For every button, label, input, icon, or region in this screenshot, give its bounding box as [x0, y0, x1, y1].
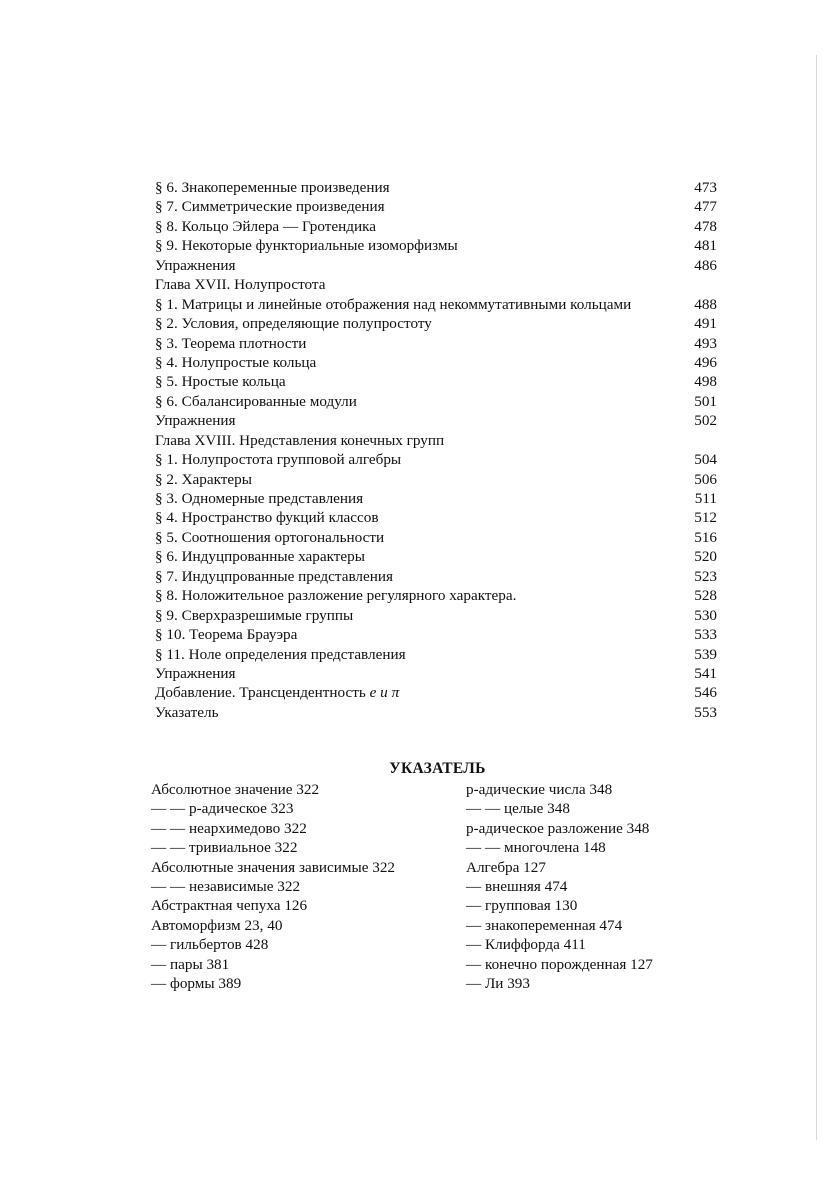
- toc-entry-title: Упражнения: [155, 664, 236, 682]
- toc-entry-page: 478: [694, 217, 717, 235]
- toc-entry-title: § 6. Индуцпрованные характеры: [155, 548, 365, 566]
- index-entry: — Ли 393: [466, 974, 530, 992]
- index-entry: — — многочлена 148: [466, 839, 606, 857]
- toc-entry-page: 512: [694, 509, 717, 527]
- toc-entry-title: Указатель: [155, 703, 219, 721]
- toc-entry-title: § 2. Характеры: [155, 470, 252, 488]
- index-entry: Абсолютное значение 322: [151, 781, 320, 798]
- page-edge-line: [816, 55, 817, 1140]
- toc-entry: [155, 683, 717, 702]
- toc-entry-title: Глава XVII. Нолупростота: [155, 276, 326, 294]
- toc-chapter-heading: [155, 275, 717, 294]
- index-entry: — пары 381: [151, 955, 230, 973]
- toc-entry-title: § 5. Соотношения ортогональности: [155, 528, 385, 546]
- toc-entry-page: 506: [694, 470, 717, 488]
- toc-entry-title: § 10. Теорема Брауэра: [155, 626, 298, 644]
- toc-entry-title: Добавление. Трансцендентность: [155, 684, 366, 702]
- toc-entry: [155, 703, 717, 722]
- index-entry: Абсолютные значения зависимые 322: [151, 858, 396, 876]
- toc-entry-title: § 8. Кольцо Эйлера — Гротендика: [155, 217, 377, 235]
- toc-entry-page: 477: [694, 198, 717, 216]
- toc-entry: [155, 178, 717, 197]
- toc-entry-page: 486: [694, 256, 717, 274]
- toc-entry: [155, 411, 717, 430]
- toc-entry-page: 539: [694, 645, 717, 663]
- toc-entry: [155, 314, 717, 333]
- toc-entry-title: § 3. Теорема плотности: [155, 334, 307, 352]
- toc-entry-page: 523: [694, 567, 717, 585]
- index-entry: — формы 389: [151, 974, 242, 992]
- toc-entry-title: § 9. Сверхразрешимые группы: [155, 606, 354, 624]
- index-entry: Автоморфизм 23, 40: [151, 916, 283, 934]
- toc-entry: [155, 217, 717, 236]
- toc-entry-page: 520: [694, 548, 717, 566]
- toc-entry-page: 488: [694, 295, 717, 313]
- index-title: УКАЗАТЕЛЬ: [389, 760, 486, 777]
- toc-entry: [155, 334, 717, 353]
- toc-entry-page: 511: [694, 490, 717, 507]
- toc-entry-page: 528: [694, 587, 717, 605]
- table-of-contents: [155, 178, 717, 722]
- toc-entry: [155, 197, 717, 216]
- index-entry: Абстрактная чепуха 126: [151, 897, 308, 915]
- toc-entry: [155, 236, 717, 255]
- toc-entry: [155, 470, 717, 489]
- index-entry: — внешняя 474: [466, 877, 568, 895]
- toc-entry-title: § 4. Нолупростые кольца: [155, 353, 317, 371]
- toc-entry-title: § 7. Индуцпрованные представления: [155, 567, 393, 585]
- toc-entry-title: Глава XVIII. Нредставления конечных групп: [155, 431, 445, 449]
- index-entry: — групповая 130: [466, 897, 578, 915]
- toc-entry-title: § 2. Условия, определяющие полупростоту: [155, 315, 432, 333]
- toc-entry-page: 553: [694, 703, 717, 721]
- toc-entry: [155, 450, 717, 469]
- index-entry: — — целые 348: [466, 800, 570, 818]
- toc-entry-page: 473: [694, 179, 717, 196]
- toc-entry-page: 504: [694, 451, 717, 469]
- index-column-right: [466, 780, 653, 993]
- index-entry: — — p-адическое 323: [151, 800, 294, 818]
- toc-entry: [155, 392, 717, 411]
- index-entry: Алгебра 127: [466, 858, 546, 876]
- toc-entry-page: 496: [694, 353, 717, 371]
- toc-chapter-heading: [155, 431, 717, 450]
- toc-entry-page: 501: [694, 392, 717, 410]
- index-entry: — Клиффорда 411: [466, 936, 586, 954]
- toc-entry-title: § 1. Нолупростота групповой алгебры: [155, 451, 402, 469]
- toc-entry-title: Упражнения: [155, 412, 236, 430]
- toc-entry: [155, 372, 717, 391]
- toc-entry: [155, 567, 717, 586]
- toc-entry-title: § 6. Сбалансированные модули: [155, 392, 357, 410]
- toc-entry: [155, 664, 717, 683]
- toc-entry-page: 541: [694, 664, 717, 682]
- toc-entry-title: Упражнения: [155, 256, 236, 274]
- toc-entry-page: 493: [694, 334, 717, 352]
- toc-entry: [155, 547, 717, 566]
- toc-entry-page: 546: [694, 684, 717, 702]
- toc-entry-title: § 11. Ноле определения представления: [155, 645, 406, 663]
- toc-entry: [155, 295, 717, 314]
- toc-entry-page: 481: [694, 237, 717, 255]
- index-entry: — конечно порожденная 127: [466, 955, 653, 973]
- toc-entry: [155, 256, 717, 275]
- index-column-left: [151, 780, 395, 993]
- toc-entry-page: 491: [694, 315, 717, 333]
- index-entry: — — независимые 322: [151, 877, 301, 895]
- index-entry: p-адические числа 348: [466, 781, 613, 798]
- index-entry: — — неархимедово 322: [151, 819, 307, 837]
- toc-entry: [155, 625, 717, 644]
- toc-entry-page: 502: [694, 412, 717, 430]
- toc-entry-title: § 5. Нростые кольца: [155, 373, 286, 391]
- toc-entry: [155, 606, 717, 625]
- toc-entry: [155, 489, 717, 508]
- toc-entry-title: § 7. Симметрические произведения: [155, 198, 385, 216]
- index-entry: — гильбертов 428: [151, 936, 269, 954]
- toc-entry-page: 498: [694, 373, 717, 391]
- toc-entry: [155, 645, 717, 664]
- index-entry: p-адическое разложение 348: [466, 819, 650, 837]
- index-entry: — — тривиальное 322: [151, 839, 298, 857]
- toc-entry: [155, 353, 717, 372]
- toc-entry-title: § 6. Знакопеременные произведения: [155, 179, 390, 196]
- toc-entry-title: § 1. Матрицы и линейные отображения над некоммутативными кольцами: [155, 295, 632, 313]
- toc-entry-page: 516: [694, 528, 717, 546]
- toc-entry-page: 533: [694, 626, 717, 644]
- toc-entry-title: § 3. Одномерные представления: [155, 490, 364, 507]
- toc-entry-title: § 4. Нространство фукций классов: [155, 509, 379, 527]
- toc-entry-formula: e и π: [369, 684, 400, 702]
- toc-entry: [155, 586, 717, 605]
- index-entry: — знакопеременная 474: [466, 916, 623, 934]
- toc-entry-title: § 9. Некоторые функториальные изоморфизмы: [155, 237, 458, 255]
- toc-entry: [155, 508, 717, 527]
- toc-entry-page: 530: [694, 606, 717, 624]
- toc-entry: [155, 528, 717, 547]
- toc-entry-title: § 8. Ноложительное разложение регулярного характера.: [155, 587, 517, 605]
